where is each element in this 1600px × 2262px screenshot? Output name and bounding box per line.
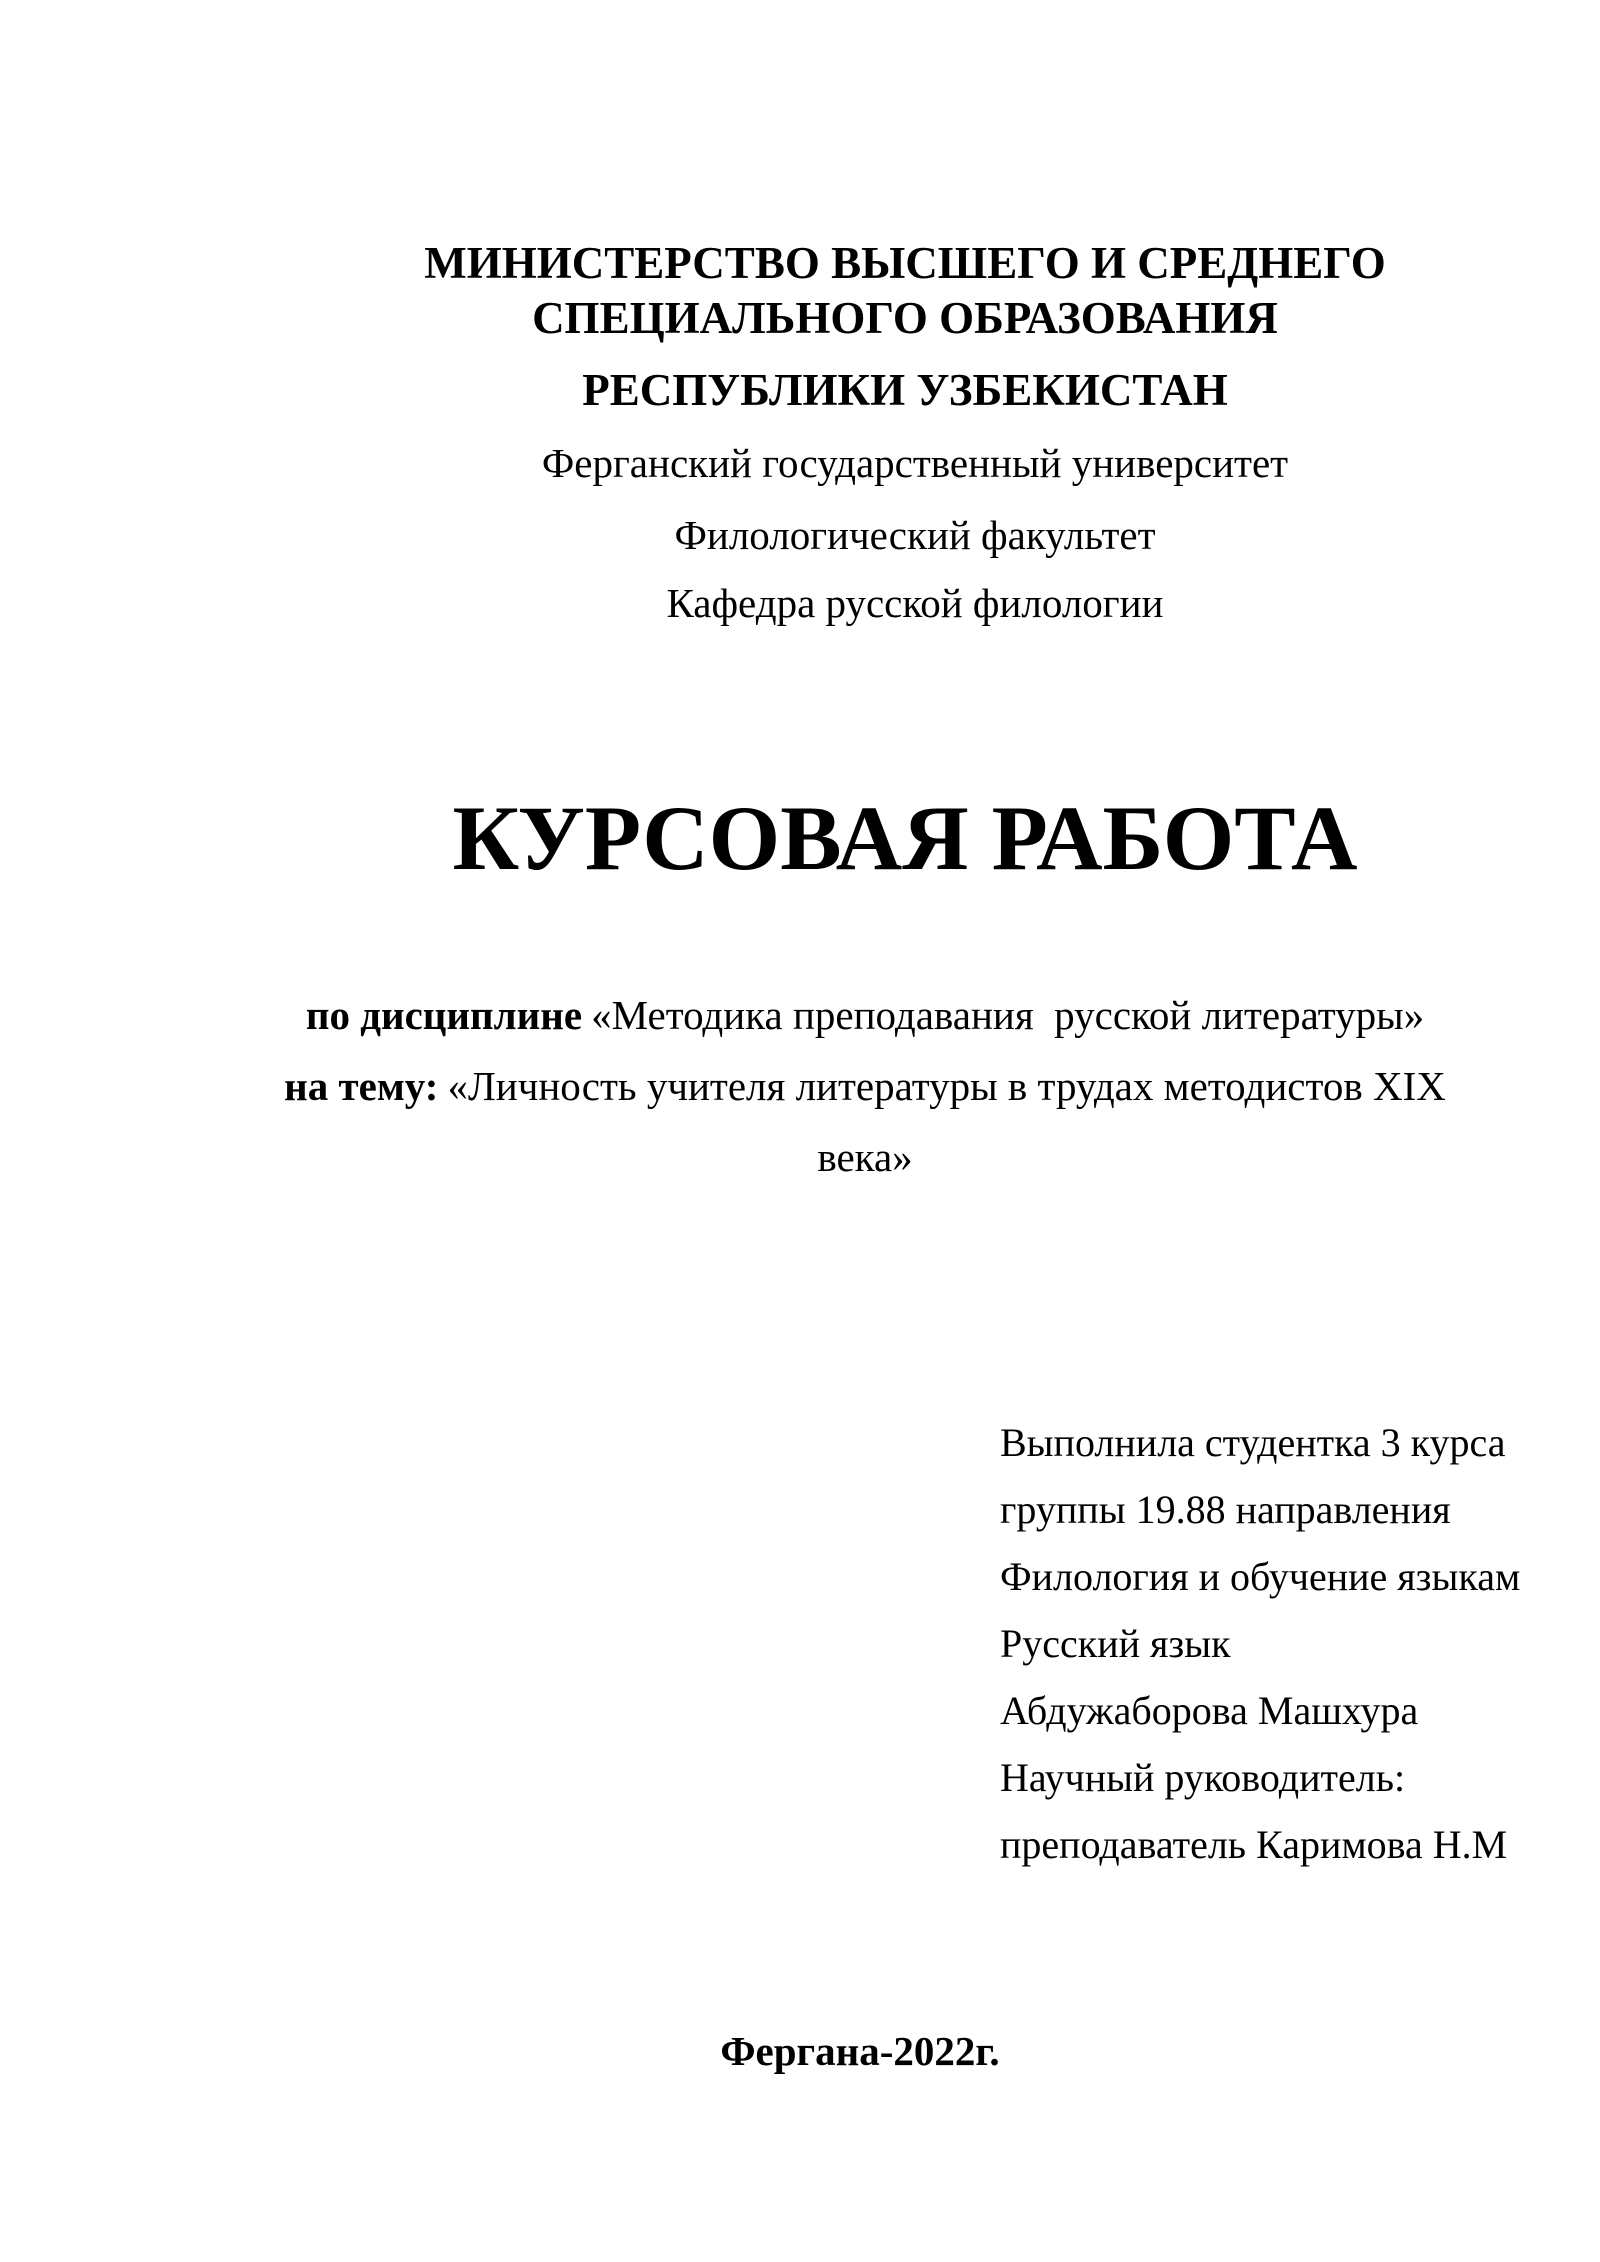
- topic-value-line-2: века»: [817, 1134, 913, 1180]
- author-line: Филология и обучение языкам: [1000, 1554, 1521, 1599]
- discipline-label: по дисциплине: [305, 992, 583, 1038]
- republic-line: РЕСПУБЛИКИ УЗБЕКИСТАН: [582, 365, 1228, 415]
- supervisor-line: преподаватель Каримова Н.М: [1000, 1822, 1508, 1867]
- author-line: группы 19.88 направления: [1000, 1487, 1451, 1532]
- subject-block: [230, 980, 1500, 1193]
- page-title: КУРСОВАЯ РАБОТА: [452, 787, 1358, 889]
- author-line: Выполнила студентка 3 курса: [1000, 1420, 1506, 1465]
- department-name: Кафедра русской филологии: [666, 580, 1164, 626]
- discipline-line: [230, 980, 1500, 1051]
- author-line: Русский язык: [1000, 1621, 1231, 1666]
- author-block: [1000, 1409, 1560, 1878]
- city-year: Фергана-2022г.: [720, 2028, 1000, 2074]
- university-name: Ферганский государственный университет: [541, 440, 1289, 486]
- ministry-line-1: МИНИСТЕРСТВО ВЫСШЕГО И СРЕДНЕГО: [424, 238, 1386, 288]
- topic-line-2: [230, 1122, 1500, 1193]
- supervisor-line: Научный руководитель:: [1000, 1755, 1406, 1800]
- ministry-header: [270, 236, 1540, 346]
- faculty-name: Филологический факультет: [674, 512, 1156, 558]
- author-line: Абдужаборова Машхура: [1000, 1688, 1419, 1733]
- ministry-line-2: СПЕЦИАЛЬНОГО ОБРАЗОВАНИЯ: [532, 293, 1278, 343]
- topic-value-line-1: «Личность учителя литературы в трудах методистов XIX: [447, 1063, 1446, 1109]
- topic-label: на тему:: [284, 1063, 439, 1109]
- discipline-value: «Методика преподавания русской литературы»: [591, 992, 1425, 1038]
- topic-line-1: [230, 1051, 1500, 1122]
